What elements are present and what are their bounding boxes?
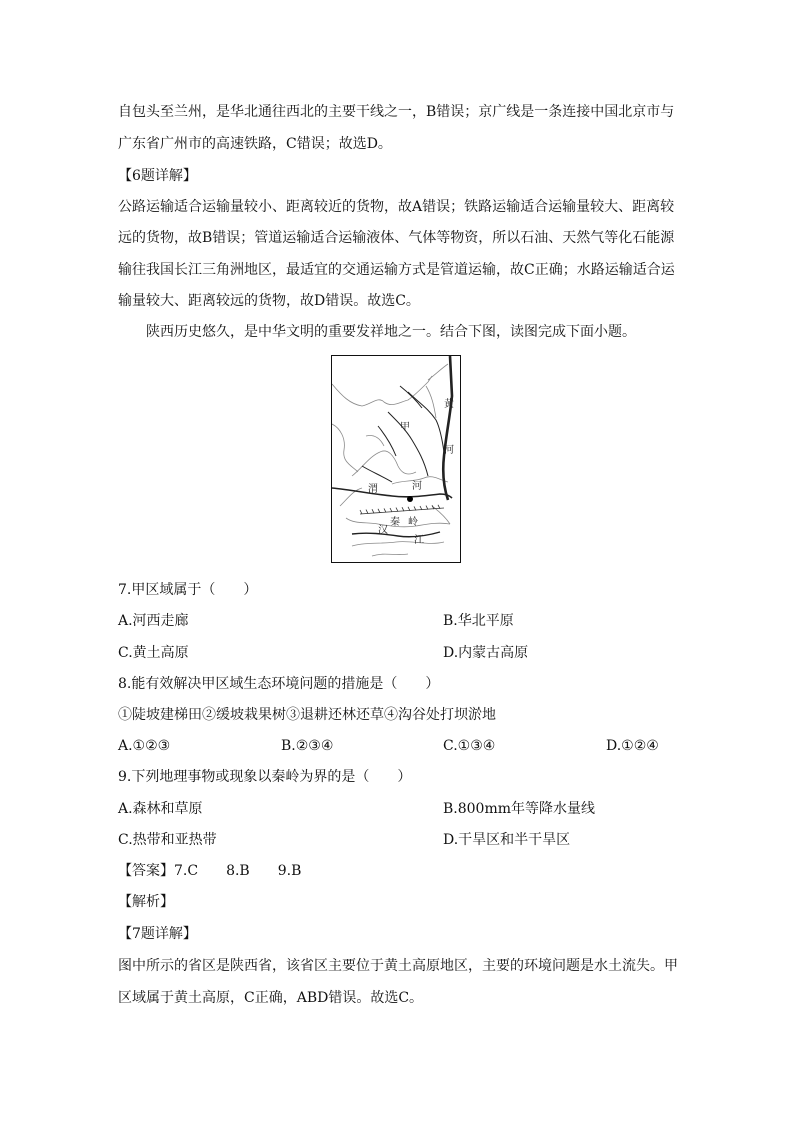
q7-option-b: B.华北平原 <box>443 613 514 629</box>
q8-stem: 8.能有效解决甲区域生态环境问题的措施是（ ） <box>118 676 440 692</box>
text-line-6: 输往我国长江三角洲地区，最适宜的交通运输方式是管道运输，故C正确；水路运输适合运 <box>118 262 675 278</box>
text-line-4: 公路运输适合运输量较小、距离较近的货物，故A错误；铁路运输适合运输量较大、距离较 <box>118 199 675 215</box>
q8-option-b: B.②③④ <box>281 738 334 754</box>
map-label-jia: 甲 <box>400 422 410 433</box>
map-label-han: 汉 <box>378 525 388 536</box>
map-drawing <box>332 356 462 564</box>
q8-option-a: A.①②③ <box>118 738 171 754</box>
q7-option-a: A.河西走廊 <box>118 613 189 629</box>
text-line-7: 输量较大、距离较远的货物，故D错误。故选C。 <box>118 293 420 309</box>
q8-option-d: D.①②④ <box>606 738 659 754</box>
q8-option-c: C.①③④ <box>443 738 496 754</box>
q8-items: ①陡坡建梯田②缓坡栽果树③退耕还林还草④沟谷处打坝淤地 <box>118 707 496 723</box>
shaanxi-map <box>331 355 461 563</box>
q7-option-d: D.内蒙古高原 <box>443 645 529 661</box>
map-label-wei: 渭 <box>368 484 378 495</box>
map-label-he-2: 河 <box>412 481 422 492</box>
q9-option-b: B.800mm年等降水量线 <box>443 801 596 817</box>
map-label-huang: 黄 <box>444 399 454 410</box>
map-label-qin: 秦 <box>390 517 400 528</box>
text-line-5: 远的货物，故B错误；管道运输适合运输液体、气体等物资，所以石油、天然气等化石能源 <box>118 230 675 246</box>
map-label-ling: 岭 <box>408 517 418 528</box>
q7-detail-line-1: 图中所示的省区是陕西省，该省区主要位于黄土高原地区，主要的环境问题是水土流失。甲 <box>118 958 678 974</box>
city-dot <box>407 496 413 502</box>
q9-option-a: A.森林和草原 <box>118 801 203 817</box>
section-title-q7: 【7题详解】 <box>118 926 197 942</box>
answer-line: 【答案】7.C 8.B 9.B <box>118 863 302 879</box>
section-title-q6: 【6题详解】 <box>118 168 197 184</box>
analysis-title: 【解析】 <box>118 894 174 910</box>
text-line-2: 广东省广州市的高速铁路，C错误；故选D。 <box>118 136 392 152</box>
q9-option-d: D.干旱区和半干旱区 <box>443 832 571 848</box>
q9-stem: 9.下列地理事物或现象以秦岭为界的是（ ） <box>118 769 412 785</box>
q7-option-c: C.黄土高原 <box>118 645 189 661</box>
map-intro: 陕西历史悠久，是中华文明的重要发祥地之一。结合下图，读图完成下面小题。 <box>146 324 636 340</box>
q7-stem: 7.甲区域属于（ ） <box>118 582 258 598</box>
text-line-1: 自包头至兰州，是华北通往西北的主要干线之一，B错误；京广线是一条连接中国北京市与 <box>118 104 675 120</box>
map-label-jiang: 江 <box>414 535 424 546</box>
q7-detail-line-2: 区域属于黄土高原，C正确，ABD错误。故选C。 <box>118 990 424 1006</box>
q9-option-c: C.热带和亚热带 <box>118 832 217 848</box>
map-label-he-1: 河 <box>444 445 454 456</box>
